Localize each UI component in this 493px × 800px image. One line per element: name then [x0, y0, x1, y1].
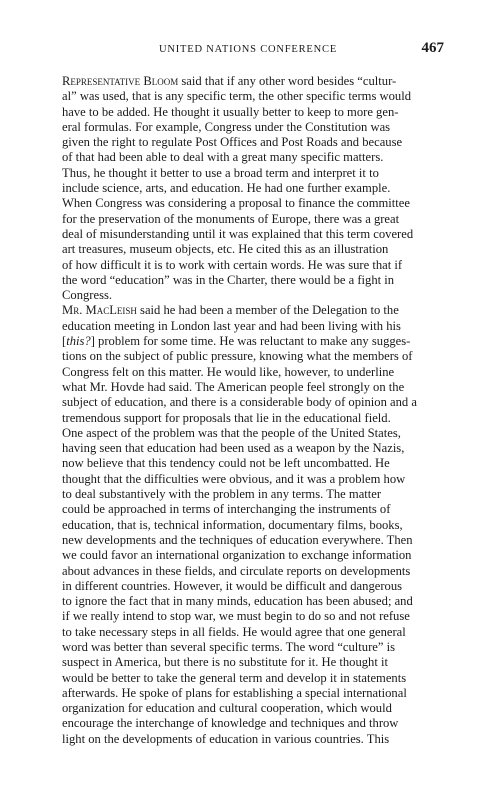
text-line: thought that the difficulties were obvious, and it was a problem how: [62, 471, 406, 486]
line-text: said that if any other word besides “cultur-: [178, 74, 397, 88]
line-text: said he had been a member of the Delegation to the: [136, 303, 399, 318]
text-line: Congress felt on this matter. He would like, however, to underline: [62, 364, 395, 379]
text-line: Thus, he thought it better to use a broad term and interpret it to: [62, 165, 379, 180]
text-line: given the right to regulate Post Offices and Post Roads and because: [62, 135, 403, 150]
text-line: light on the developments of education in various countries. This: [62, 731, 390, 746]
text-line: al” was used, that is any specific term, the other specific terms would: [62, 89, 412, 104]
text-line: the word “education” was in the Charter, there would be a fight in: [62, 272, 395, 287]
text-line: tremendous support for proposals that lie in the educational field.: [62, 410, 391, 425]
bracket-open: [: [62, 334, 67, 349]
text-line: tions on the subject of public pressure, knowing what the members of: [62, 349, 413, 364]
text-line: include science, arts, and education. He had one further example.: [62, 181, 391, 196]
text-line: now believe that this tendency could not be left uncombatted. He: [62, 456, 390, 471]
body-text: [52, 74, 444, 747]
line-text: ] problem for some time. He was reluctant to make any sugges-: [90, 334, 411, 349]
text-line: organization for education and cultural cooperation, which would: [62, 701, 392, 716]
text-line: having seen that education had been used as a weapon by the Nazis,: [62, 441, 405, 456]
text-line: new developments and the techniques of education everywhere. Then: [62, 532, 413, 547]
text-line: if we really intend to stop war, we must begin to do so and not refuse: [62, 609, 410, 624]
text-line: education meeting in London last year and had been living with his: [62, 318, 401, 333]
text-line: [52, 74, 444, 89]
text-line: for the preservation of the monuments of Europe, there was a great: [62, 211, 400, 226]
text-line: to ignore the fact that in many minds, education has been abused; and: [62, 594, 413, 609]
text-line: of how difficult it is to work with certain words. He was sure that if: [62, 257, 403, 272]
speaker-name: Mr. MacLeish: [62, 303, 137, 318]
text-line: [52, 334, 444, 349]
text-line: encourage the interchange of knowledge and techniques and throw: [62, 716, 399, 731]
text-line: subject of education, and there is a considerable body of opinion and a: [62, 395, 417, 410]
running-head: UNITED NATIONS CONFERENCE: [158, 44, 338, 55]
text-line: of that had been able to deal with a great many specific matters.: [62, 150, 384, 165]
text-line: art treasures, museum objects, etc. He cited this as an illustration: [62, 242, 389, 257]
text-line: word was better than several specific terms. The word “culture” is: [62, 639, 396, 654]
text-line: about advances in these fields, and circulate reports on developments: [62, 563, 411, 578]
text-line: we could favor an international organization to exchange information: [62, 548, 412, 563]
text-line: what Mr. Hovde had said. The American people feel strongly on the: [62, 379, 405, 394]
text-line: education, that is, technical information, documentary films, books,: [62, 517, 403, 532]
text-line: suspect in America, but there is no substitute for it. He thought it: [62, 655, 388, 670]
text-line: to deal substantively with the problem in any terms. The matter: [62, 487, 382, 502]
text-line: would be better to take the general term and develop it in statements: [62, 670, 407, 685]
text-line: Congress.: [62, 288, 113, 303]
text-line: eral formulas. For example, Congress under the Constitution was: [62, 119, 391, 134]
text-line: afterwards. He spoke of plans for establishing a special international: [62, 685, 407, 700]
text-line: deal of misunderstanding until it was explained that this term covered: [62, 226, 414, 241]
text-line: When Congress was considering a proposal to finance the committee: [62, 196, 410, 211]
speaker-name: Representative Bloom: [62, 74, 179, 88]
document-page: [52, 40, 444, 747]
paragraph-macleish: [52, 303, 444, 747]
editorial-query: this?: [66, 334, 91, 349]
text-line: in different countries. However, it would be difficult and dangerous: [62, 578, 403, 593]
page-header: [52, 40, 444, 62]
page-number: 467: [421, 40, 444, 56]
text-line: have to be added. He thought it usually better to keep to more gen-: [62, 104, 399, 119]
text-line: [52, 303, 444, 318]
text-line: One aspect of the problem was that the people of the United States,: [62, 425, 401, 440]
paragraph-bloom: [52, 74, 444, 303]
text-line: could be approached in terms of interchanging the instruments of: [62, 502, 391, 517]
text-line: to take necessary steps in all fields. He would agree that one general: [62, 624, 406, 639]
